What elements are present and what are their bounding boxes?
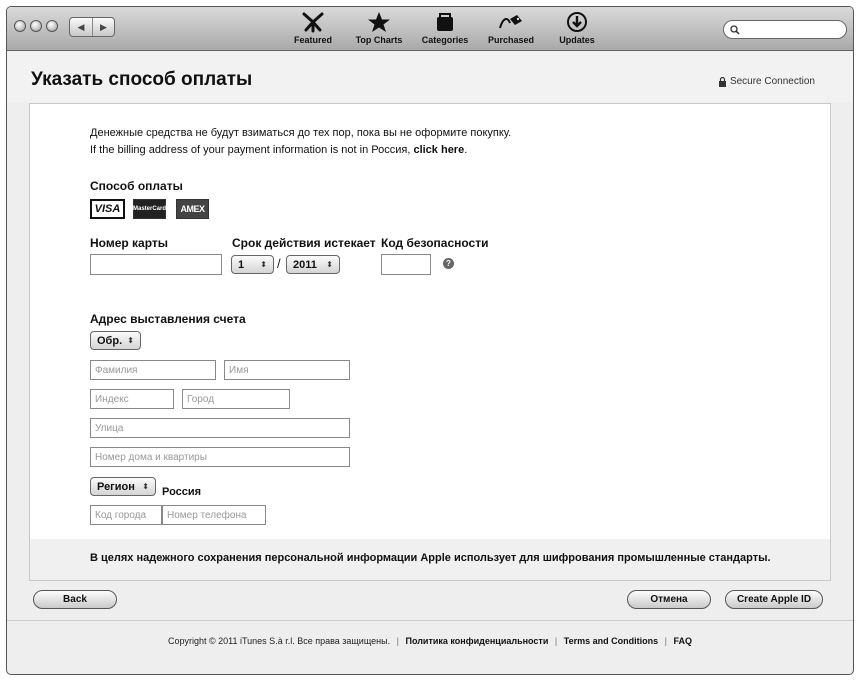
zip-input[interactable] <box>90 389 174 409</box>
tab-updates[interactable] <box>549 10 605 45</box>
close-window-button[interactable] <box>14 20 26 32</box>
select-arrows-icon: ⬍ <box>127 336 134 345</box>
mastercard-card-option[interactable]: MasterCard <box>133 199 166 219</box>
tab-categories-label: Categories <box>421 35 469 45</box>
nav-buttons <box>69 17 115 37</box>
phone-number-input[interactable] <box>162 505 266 525</box>
page-header <box>7 52 853 102</box>
area-code-input[interactable] <box>90 505 162 525</box>
back-arrow-icon: ◀ <box>77 21 85 32</box>
privacy-policy-link[interactable]: Политика конфиденциальности <box>405 636 549 646</box>
expiry-separator: / <box>277 256 281 271</box>
featured-icon <box>300 10 326 34</box>
expiry-year-select[interactable] <box>286 255 340 274</box>
region-select[interactable] <box>90 477 156 496</box>
back-nav-button[interactable] <box>70 18 92 36</box>
select-arrows-icon: ⬍ <box>260 260 267 269</box>
terms-link[interactable]: Terms and Conditions <box>563 636 659 646</box>
card-number-label: Номер карты <box>90 236 169 250</box>
app-window <box>6 6 854 675</box>
tab-top-charts-label: Top Charts <box>355 35 403 45</box>
search-box <box>723 20 847 39</box>
star-icon <box>367 10 391 34</box>
purchased-icon <box>498 10 524 34</box>
secure-connection-label: Secure Connection <box>729 76 815 87</box>
faq-link[interactable]: FAQ <box>673 636 692 646</box>
expiry-year-value: 2011 <box>293 258 317 271</box>
zoom-window-button[interactable] <box>46 20 58 32</box>
city-input[interactable] <box>182 389 290 409</box>
first-name-input[interactable] <box>224 360 350 380</box>
billing-country-note-end: . <box>464 144 468 156</box>
categories-icon <box>434 10 456 34</box>
tab-featured-label: Featured <box>293 35 332 45</box>
help-icon[interactable]: ? <box>443 258 454 269</box>
tab-purchased[interactable] <box>483 10 539 45</box>
salutation-select[interactable] <box>90 331 141 350</box>
visa-card-option[interactable]: VISA <box>90 199 125 219</box>
footer-separator: | <box>396 636 399 646</box>
forward-arrow-icon: ▶ <box>100 21 107 32</box>
payment-form-panel <box>29 103 831 581</box>
region-value: Регион <box>97 480 135 493</box>
secure-connection <box>718 76 815 87</box>
minimize-window-button[interactable] <box>30 20 42 32</box>
copyright-text: Copyright © 2011 iTunes S.à r.l. Все права защищены. <box>168 636 391 646</box>
card-number-input[interactable] <box>90 254 222 275</box>
security-note-bar <box>30 539 830 580</box>
footer-separator: | <box>664 636 667 646</box>
footer <box>7 636 853 646</box>
tab-purchased-label: Purchased <box>487 35 535 45</box>
tab-top-charts[interactable] <box>351 10 407 45</box>
security-code-label: Код безопасности <box>381 236 489 250</box>
footer-separator: | <box>554 636 558 646</box>
page-title: Указать способ оплаты <box>31 69 253 90</box>
lock-icon <box>718 77 727 87</box>
security-note: В целях надежного сохранения персональной информации Apple использует для шифрования промышленные стандарты. <box>90 552 771 564</box>
footer-divider <box>7 620 853 621</box>
house-number-input[interactable] <box>90 447 350 467</box>
expiry-month-select[interactable] <box>231 255 274 274</box>
search-input[interactable] <box>743 23 843 37</box>
last-name-input[interactable] <box>90 360 216 380</box>
back-button[interactable]: Back <box>33 590 117 609</box>
tab-updates-label: Updates <box>559 35 595 45</box>
salutation-value: Обр. <box>97 334 123 347</box>
select-arrows-icon: ⬍ <box>142 482 149 491</box>
security-code-input[interactable] <box>381 254 431 275</box>
billing-country-note <box>90 144 467 156</box>
billing-address-label: Адрес выставления счета <box>90 312 246 326</box>
cancel-button[interactable]: Отмена <box>627 590 711 609</box>
charge-note: Денежные средства не будут взиматься до тех пор, пока вы не оформите покупку. <box>90 127 512 139</box>
search-icon <box>730 25 740 35</box>
create-apple-id-button[interactable]: Create Apple ID <box>725 590 823 609</box>
expiry-month-value: 1 <box>238 258 245 271</box>
toolbar <box>7 7 853 51</box>
street-input[interactable] <box>90 418 350 438</box>
payment-method-label: Способ оплаты <box>90 179 183 193</box>
country-value: Россия <box>162 486 202 498</box>
tab-featured[interactable] <box>285 10 341 45</box>
updates-icon <box>566 10 588 34</box>
billing-country-note-text: If the billing address of your payment information is not in Россия, <box>90 144 414 156</box>
toolbar-tabs <box>285 10 605 45</box>
amex-card-option[interactable]: AMEX <box>176 199 209 219</box>
expiry-label: Срок действия истекает <box>232 236 376 250</box>
tab-categories[interactable] <box>417 10 473 45</box>
select-arrows-icon: ⬍ <box>326 260 333 269</box>
click-here-link[interactable]: click here <box>413 144 465 156</box>
forward-nav-button[interactable] <box>92 18 114 36</box>
window-controls <box>14 20 58 32</box>
